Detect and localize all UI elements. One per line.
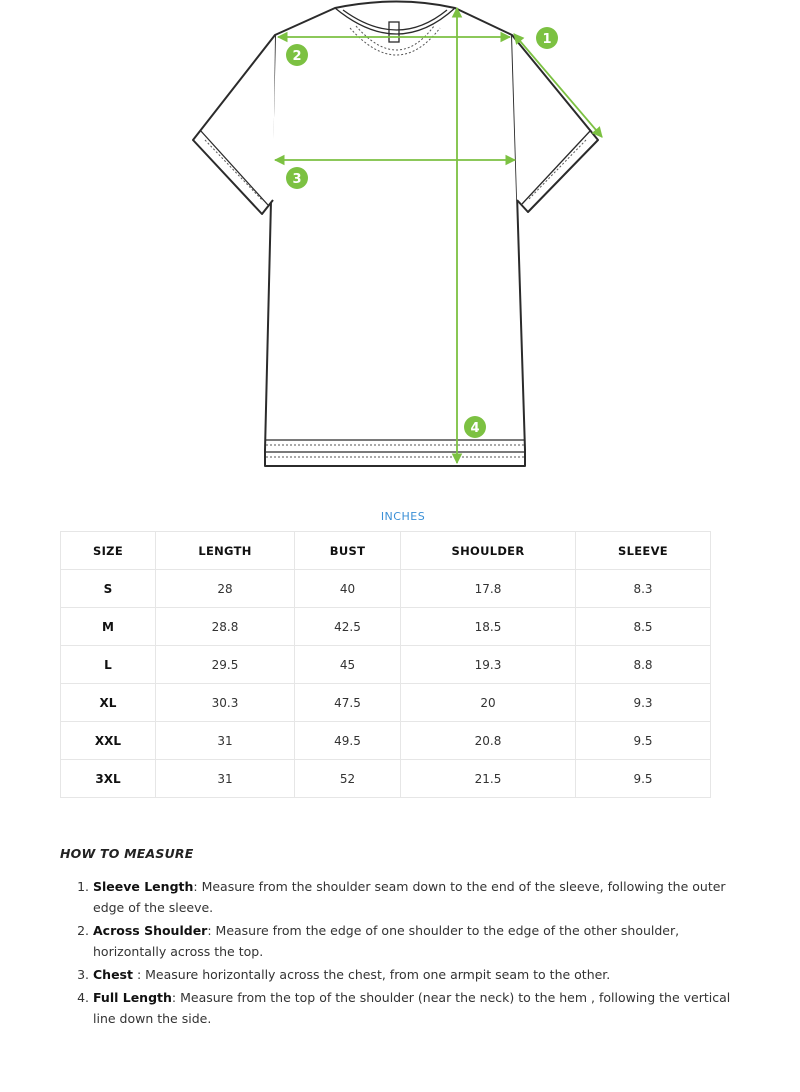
table-row [61,722,711,760]
item-text: : Measure from the shoulder seam down to the end of the sleeve, following the outer edge of the sleeve. [93,879,726,915]
marker-2 [286,44,308,66]
howto-title: HOW TO MEASURE [60,846,194,861]
item-text: : Measure horizontally across the chest, from one armpit seam to the other. [132,967,611,982]
table-row [61,570,711,608]
table-cell-size: M [61,608,156,646]
table-row [61,760,711,798]
marker-1-label: 1 [542,32,552,47]
table-cell: 40 [295,570,401,608]
table-cell-size: S [61,570,156,608]
table-cell: 8.8 [576,646,711,684]
table-cell: 21.5 [401,760,576,798]
table-row [61,608,711,646]
table-cell: 18.5 [401,608,576,646]
list-item [93,876,733,918]
header-bust: BUST [295,532,401,570]
table-cell: 9.5 [576,722,711,760]
marker-1 [536,27,558,49]
tshirt-outline [193,2,598,467]
table-cell: 9.5 [576,760,711,798]
marker-4 [464,416,486,438]
marker-3-label: 3 [292,172,302,187]
header-sleeve: SLEEVE [576,532,711,570]
item-term: Full Length [93,990,172,1005]
table-cell: 47.5 [295,684,401,722]
measure-instructions [60,876,733,1031]
table-cell: 30.3 [156,684,295,722]
table-cell: 17.8 [401,570,576,608]
table-cell-size: XL [61,684,156,722]
table-cell: 8.5 [576,608,711,646]
table-cell: 19.3 [401,646,576,684]
marker-3 [286,167,308,189]
table-cell: 20 [401,684,576,722]
table-row [61,646,711,684]
table-cell: 42.5 [295,608,401,646]
table-cell: 31 [156,722,295,760]
item-term: Sleeve Length [93,879,194,894]
table-cell-size: XXL [61,722,156,760]
table-cell: 45 [295,646,401,684]
header-shoulder: SHOULDER [401,532,576,570]
list-item [93,920,733,962]
header-size: SIZE [61,532,156,570]
item-term: Chest [93,967,133,982]
item-text: : Measure from the top of the shoulder (near the neck) to the hem , following the vertical line down the side. [93,990,731,1026]
table-cell: 28.8 [156,608,295,646]
tshirt-diagram [0,0,800,480]
table-cell: 9.3 [576,684,711,722]
unit-label: INCHES [380,510,426,523]
table-row [61,684,711,722]
table-header-row [61,532,711,570]
marker-4-label: 4 [470,421,480,436]
table-cell-size: 3XL [61,760,156,798]
marker-2-label: 2 [292,49,302,64]
table-cell: 28 [156,570,295,608]
item-text: : Measure from the edge of one shoulder to the edge of the other shoulder, horizontally across the top. [93,923,680,959]
item-term: Across Shoulder [93,923,208,938]
table-cell: 52 [295,760,401,798]
header-length: LENGTH [156,532,295,570]
table-cell: 31 [156,760,295,798]
table-cell: 8.3 [576,570,711,608]
list-item [93,987,733,1029]
table-cell: 20.8 [401,722,576,760]
table-cell: 49.5 [295,722,401,760]
table-cell-size: L [61,646,156,684]
list-item [93,964,733,985]
size-chart-table [60,531,711,798]
table-cell: 29.5 [156,646,295,684]
